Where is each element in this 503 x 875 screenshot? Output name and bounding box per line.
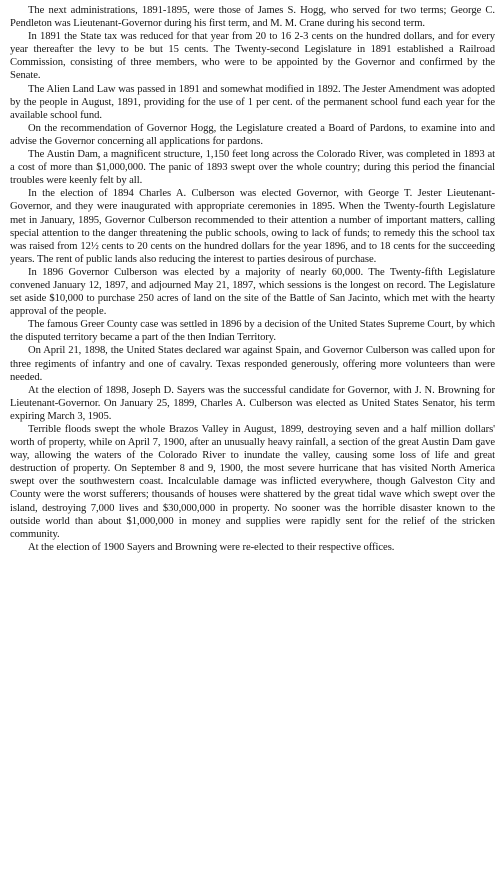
paragraph-culberson-election: In the election of 1894 Charles A. Culberson was elected Governor, with George T. Jester Lieutenant-Governor, and they were inaugurated with appropriate ceremonies in 1895. When the Twenty-fourth Legislature met in January, 1895, Governor Culberson recommended to their attention a number of important matters, calling special attention to the danger threatening the public schools, owing to lack of funds; to remedy this the school tax was raised from 12½ cents to 20 cents on the hundred dollars for the year 1896, and to 18 cents for the succeeding years. The rent of public lands also reducing the interest to parties desirous of purchase. [10,188,495,265]
paragraph-war-with-spain: On April 21, 1898, the United States declared war against Spain, and Governor Culberson was called upon for three regiments of infantry and one of cavalry. Texas responded generously, offering more volunteers than were needed. [10,345,495,383]
paragraph-state-tax: In 1891 the State tax was reduced for that year from 20 to 16 2-3 cents on the hundred dollars, and for every year thereafter the levy to be but 15 cents. The Twenty-second Legislature in 1891 established a Railroad Commission, consisting of three members, who were to be appointed by the Governor and confirmed by the Senate. [10,31,495,82]
paragraph-alien-land-law: The Alien Land Law was passed in 1891 and somewhat modified in 1892. The Jester Amendment was adopted by the people in August, 1891, providing for the use of 1 per cent. of the permanent school fund each year for the available school fund. [10,83,495,121]
paragraph-board-of-pardons: On the recommendation of Governor Hogg, the Legislature created a Board of Pardons, to examine into and advise the Governor concerning all applications for pardons. [10,122,495,147]
paragraph-1896-election: In 1896 Governor Culberson was elected by a majority of nearly 60,000. The Twenty-fifth Legislature convened January 12, 1897, and adjourned May 21, 1897, which sessions is the longest on record. The Legislature set aside $10,000 to purchase 250 acres of land on the site of the Battle of San Jacinto, which met with the hearty approval of the people. [10,266,495,318]
paragraph-hogg-administration: The next administrations, 1891-1895, were those of James S. Hogg, who served for two terms; George C. Pendleton was Lieutenant-Governor during his first term, and M. M. Crane during his second term. [10,5,495,30]
paragraph-greer-county: The famous Greer County case was settled in 1896 by a decision of the United States Supreme Court, by which the disputed territory became a part of the then Indian Territory. [10,319,495,344]
paragraph-floods-and-hurricane: Terrible floods swept the whole Brazos Valley in August, 1899, destroying seven and a half million dollars' worth of property, while on April 7, 1900, after an unusually heavy rainfall, a section of the great Austin Dam gave way, allowing the waters of the Colorado River to inundate the valley, causing some loss of life and great destruction of property. On September 8 and 9, 1900, the most severe hurricane that has visited North America swept over the southwestern coast. Incalculable damage was inflicted everywhere, though Galveston City and County were the worst sufferers; thousands of houses were shattered by the great tidal wave which swept over the island, destroying 7,000 lives and $30,000,000 in property. No sooner was the horrible disaster known to the outside world than about $1,000,000 in money and supplies were rapidly sent for the relief of the stricken community. [10,424,495,540]
paragraph-austin-dam: The Austin Dam, a magnificent structure, 1,150 feet long across the Colorado River, was completed in 1893 at a cost of more than $1,000,000. The panic of 1893 swept over the whole country; during this period the financial troubles were keenly felt by all. [10,149,495,187]
paragraph-1898-election: At the election of 1898, Joseph D. Sayers was the successful candidate for Governor, with J. N. Browning for Lieutenant-Governor. On January 25, 1899, Charles A. Culberson was elected as United States Senator, his term expiring March 3, 1905. [10,384,495,422]
paragraph-1900-election: At the election of 1900 Sayers and Browning were re-elected to their respective offices. [28,541,395,553]
